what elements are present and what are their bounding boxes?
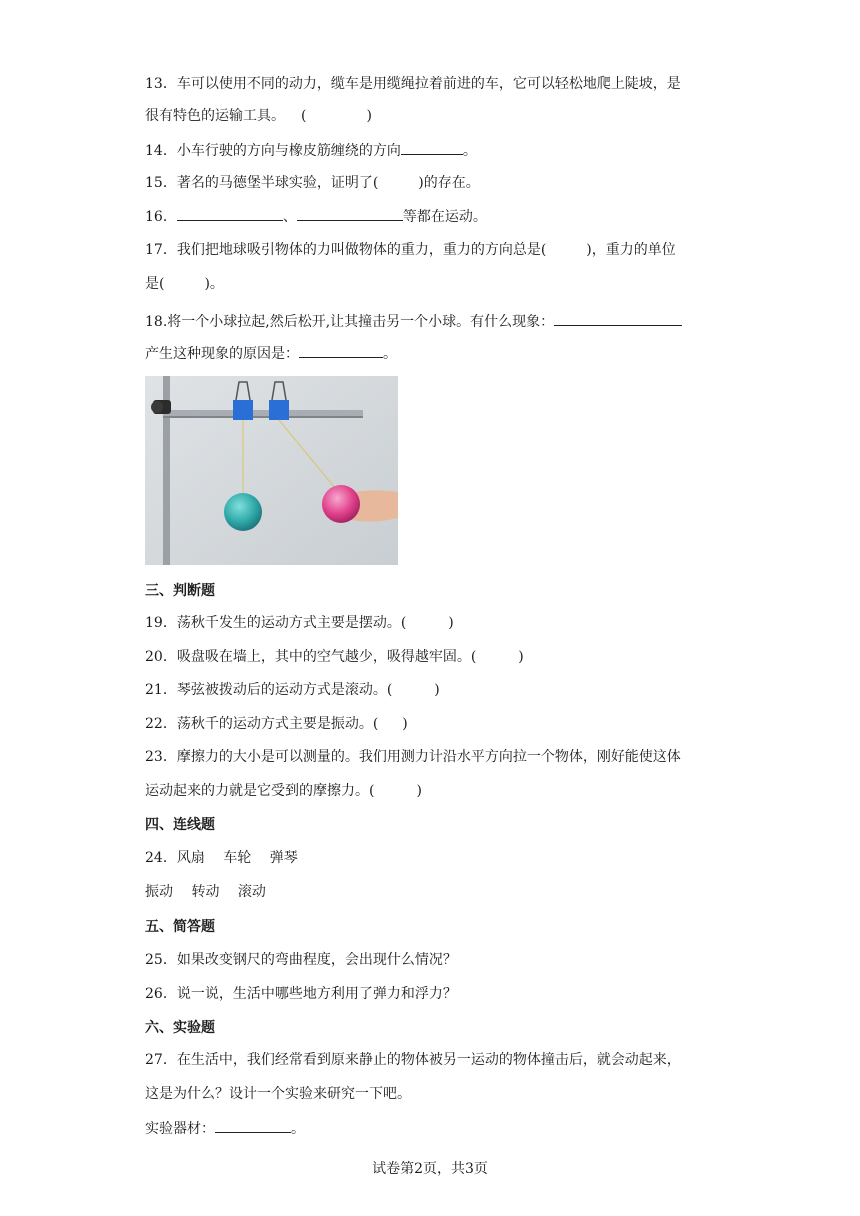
page-footer: 试卷第2页，共3页 (372, 1161, 488, 1177)
question-18-line-2 (145, 343, 397, 364)
section-match-heading: 四、连线题 (145, 817, 215, 833)
question-19-text: 19．荡秋千发生的运动方式主要是摆动。( (145, 615, 407, 631)
question-20-text: 20．吸盘吸在墙上，其中的空气越少，吸得越牢固。( (145, 649, 477, 665)
answer-paren-open: ( (301, 108, 307, 124)
question-27-end: 。 (291, 1121, 305, 1137)
question-22-text: 22．荡秋千的运动方式主要是振动。( (145, 716, 379, 732)
answer-paren-close: ) (434, 682, 440, 698)
section-short-heading: 五、简答题 (145, 919, 215, 935)
section-judge-heading: 三、判断题 (145, 583, 215, 599)
answer-blank[interactable] (401, 140, 463, 155)
answer-paren-close: ) (416, 783, 422, 799)
question-27-line-3 (145, 1118, 305, 1139)
question-13-text-cont: 很有特色的运输工具。 (145, 108, 285, 124)
question-17-text-c: 是( (145, 276, 165, 292)
question-13-line-2 (145, 106, 372, 126)
question-23-text: 23．摩擦力的大小是可以测量的。我们用测力计沿水平方向拉一个物体，刚好能使这体 (145, 749, 681, 765)
question-17-end: )。 (204, 276, 224, 292)
answer-blank[interactable] (177, 206, 283, 221)
question-18-text: 18.将一个小球拉起,然后松开,让其撞击另一个小球。有什么现象： (145, 314, 555, 330)
question-13-text: 13．车可以使用不同的动力，缆车是用缆绳拉着前进的车，它可以轻松地爬上陡坡，是 (145, 76, 681, 92)
question-27-materials-label: 实验器材： (145, 1121, 215, 1137)
question-14-text: 14．小车行驶的方向与橡皮筋缠绕的方向 (145, 143, 401, 159)
question-21 (145, 680, 440, 700)
question-18-text-b: 产生这种现象的原因是： (145, 346, 299, 362)
pendulum-balls-photo (145, 376, 398, 565)
question-20 (145, 647, 524, 667)
question-27-line-2: 这是为什么？设计一个实验来研究一下吧。 (145, 1086, 411, 1102)
answer-paren-close: ) (448, 615, 454, 631)
question-25: 25．如果改变钢尺的弯曲程度，会出现什么情况？ (145, 952, 457, 968)
question-27-line-1: 27．在生活中，我们经常看到原来静止的物体被另一运动的物体撞击后，就会动起来， (145, 1052, 681, 1068)
pendulum-illustration (145, 376, 398, 565)
question-21-text: 21．琴弦被拨动后的运动方式是滚动。( (145, 682, 393, 698)
question-16-end: 等都在运动。 (402, 209, 487, 225)
question-16-text: 16． (145, 209, 177, 225)
question-17-text-b: )，重力的单位 (586, 242, 676, 258)
question-23-line-2 (145, 781, 422, 801)
question-18-end: 。 (383, 346, 397, 362)
answer-paren-close: ) (518, 649, 524, 665)
question-17-line-2 (145, 274, 224, 294)
question-23-line-1 (145, 747, 681, 767)
question-14-end: 。 (462, 143, 477, 159)
question-13-line-1 (145, 74, 681, 94)
answer-blank[interactable] (297, 206, 403, 221)
question-16 (145, 206, 487, 227)
question-17-line-1 (145, 240, 676, 260)
answer-paren-close: ) (402, 716, 408, 732)
question-24-line-2: 振动 转动 滚动 (145, 884, 266, 900)
answer-blank[interactable] (299, 343, 383, 358)
answer-blank[interactable] (215, 1118, 291, 1133)
answer-paren-close: ) (366, 108, 372, 124)
question-14 (145, 140, 477, 161)
question-15-end: )的存在。 (418, 175, 480, 191)
question-24-line-1: 24．风扇 车轮 弹琴 (145, 850, 298, 866)
question-23-text-b: 运动起来的力就是它受到的摩擦力。( (145, 783, 375, 799)
question-26: 26．说一说，生活中哪些地方利用了弹力和浮力？ (145, 986, 457, 1002)
question-15-text: 15．著名的马德堡半球实验，证明了( (145, 175, 379, 191)
question-16-sep: 、 (282, 209, 297, 225)
question-18-line-1 (145, 311, 682, 332)
answer-blank[interactable] (554, 311, 682, 326)
section-experiment-heading: 六、实验题 (145, 1020, 215, 1036)
question-22 (145, 714, 408, 734)
question-17-text: 17．我们把地球吸引物体的力叫做物体的重力，重力的方向总是( (145, 242, 547, 258)
question-19 (145, 613, 454, 633)
question-15 (145, 173, 480, 193)
